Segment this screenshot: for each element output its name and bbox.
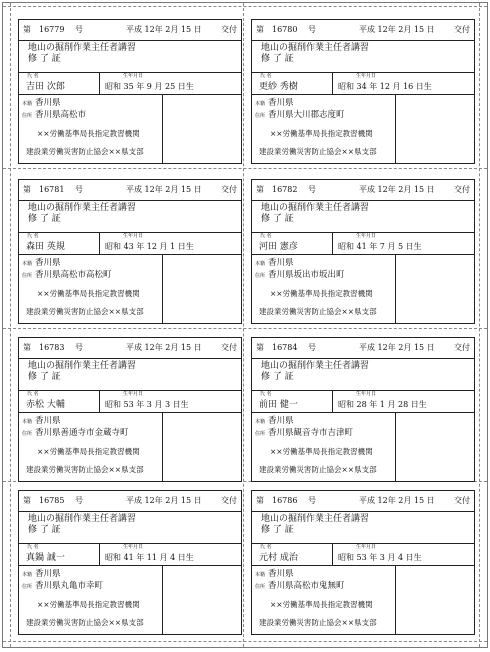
course-subtitle: 修 了 証 [28, 525, 61, 535]
certificate-card [18, 490, 242, 635]
address-label: 住所 [255, 273, 266, 279]
address-line [22, 111, 86, 120]
issue-date: 平成 12年 2月 15 日 [126, 185, 202, 194]
card-header [19, 338, 241, 359]
issuer-authority: ××労働基準局長指定教習機関 [37, 600, 140, 609]
holder-row [252, 543, 474, 566]
honseki-label: 本籍 [22, 419, 33, 425]
number-prefix: 第 [23, 343, 31, 352]
name-cell [19, 72, 100, 94]
certificate-card [251, 19, 475, 164]
birth-date: 昭和 28 年 1 月 28 日生 [338, 400, 427, 409]
card-header [19, 491, 241, 512]
number-suffix: 号 [308, 25, 316, 34]
holder-row [252, 72, 474, 95]
address-label: 住所 [22, 584, 33, 590]
holder-row [19, 543, 241, 566]
course-subtitle: 修 了 証 [261, 214, 294, 224]
name-cell [252, 543, 333, 565]
issue-suffix: 交付 [454, 496, 470, 505]
name-cell [252, 232, 333, 254]
honseki-line [22, 570, 61, 579]
address-line [255, 429, 353, 438]
address-value: 香川県善通寺市金蔵寺町 [35, 428, 129, 438]
address-value: 香川県高松市高松町 [35, 270, 112, 280]
honseki-label: 本籍 [255, 572, 266, 578]
name-label: 氏 名 [27, 73, 39, 79]
issue-suffix: 交付 [454, 185, 470, 194]
holder-row [19, 232, 241, 255]
honseki-value: 香川県 [268, 258, 294, 268]
course-name: 地山の掘削作業主任者講習 [28, 514, 137, 524]
birth-date: 昭和 43 年 12 月 1 日生 [105, 242, 194, 251]
issue-date: 平成 12年 2月 15 日 [359, 185, 435, 194]
address-line [255, 271, 345, 280]
issuer-association: 建設業労働災害防止協会××県支部 [26, 147, 144, 156]
issue-date: 平成 12年 2月 15 日 [126, 343, 202, 352]
honseki-value: 香川県 [35, 569, 61, 579]
address-label: 住所 [22, 431, 33, 437]
certificate-card [251, 490, 475, 635]
address-value: 香川県丸亀市幸町 [35, 581, 104, 591]
address-value: 香川県高松市鬼無町 [268, 581, 345, 591]
birth-date: 昭和 41 年 11 月 4 日生 [105, 553, 194, 562]
number-prefix: 第 [256, 185, 264, 194]
honseki-label: 本籍 [22, 261, 33, 267]
course-title [252, 511, 474, 544]
birth-label: 生年月日 [356, 544, 377, 550]
honseki-value: 香川県 [35, 416, 61, 426]
holder-name: 森田 英規 [26, 242, 65, 252]
holder-row [19, 390, 241, 413]
issue-suffix: 交付 [221, 496, 237, 505]
course-subtitle: 修 了 証 [28, 214, 61, 224]
name-cell [19, 543, 100, 565]
honseki-line [22, 99, 61, 108]
name-cell [252, 390, 333, 412]
birth-date: 昭和 41 年 7 月 5 日生 [338, 242, 422, 251]
course-name: 地山の掘削作業主任者講習 [28, 361, 137, 371]
issuer-association: 建設業労働災害防止協会××県支部 [259, 465, 377, 474]
issuer-association: 建設業労働災害防止協会××県支部 [259, 618, 377, 627]
certificate-number: 16783 [39, 343, 65, 352]
certificate-card [18, 337, 242, 482]
issue-suffix: 交付 [454, 25, 470, 34]
issuer-authority: ××労働基準局長指定教習機関 [270, 600, 373, 609]
holder-name: 赤松 大輔 [26, 400, 65, 410]
birth-label: 生年月日 [123, 544, 144, 550]
honseki-line [255, 570, 294, 579]
cut-guide [479, 3, 480, 647]
birth-label: 生年月日 [356, 73, 377, 79]
address-line [22, 429, 129, 438]
issue-suffix: 交付 [221, 25, 237, 34]
issuer-authority: ××労働基準局長指定教習機関 [270, 129, 373, 138]
number-suffix: 号 [75, 343, 83, 352]
certificate-number: 16780 [272, 25, 298, 34]
course-subtitle: 修 了 証 [261, 54, 294, 64]
number-suffix: 号 [75, 185, 83, 194]
honseki-label: 本籍 [255, 101, 266, 107]
issue-suffix: 交付 [454, 343, 470, 352]
number-suffix: 号 [308, 343, 316, 352]
number-prefix: 第 [256, 496, 264, 505]
birth-date: 昭和 53 年 3 月 4 日生 [338, 553, 422, 562]
honseki-line [22, 417, 61, 426]
name-cell [19, 390, 100, 412]
number-prefix: 第 [256, 343, 264, 352]
honseki-line [22, 259, 61, 268]
course-subtitle: 修 了 証 [261, 525, 294, 535]
course-title [19, 200, 241, 233]
issue-date: 平成 12年 2月 15 日 [126, 496, 202, 505]
certificate-card [251, 337, 475, 482]
honseki-label: 本籍 [22, 572, 33, 578]
address-line [255, 582, 345, 591]
issuer-association: 建設業労働災害防止協会××県支部 [26, 465, 144, 474]
issue-date: 平成 12年 2月 15 日 [126, 25, 202, 34]
certificate-number: 16784 [272, 343, 298, 352]
number-suffix: 号 [308, 185, 316, 194]
honseki-value: 香川県 [268, 98, 294, 108]
issuer-authority: ××労働基準局長指定教習機関 [270, 289, 373, 298]
honseki-line [255, 99, 294, 108]
course-title [252, 358, 474, 391]
issuer-authority: ××労働基準局長指定教習機関 [270, 447, 373, 456]
issuer-association: 建設業労働災害防止協会××県支部 [259, 147, 377, 156]
address-value: 香川県大川郡志度町 [268, 110, 345, 120]
birth-date: 昭和 53 年 3 月 3 日生 [105, 400, 189, 409]
course-title [19, 511, 241, 544]
birth-label: 生年月日 [123, 73, 144, 79]
birth-date: 昭和 34 年 12 月 16 日生 [338, 82, 432, 91]
address-value: 香川県坂出市坂出町 [268, 270, 345, 280]
holder-name: 元村 成治 [259, 553, 298, 563]
birth-date: 昭和 35 年 9 月 25 日生 [105, 82, 194, 91]
address-line [22, 582, 103, 591]
card-header [19, 20, 241, 41]
name-label: 氏 名 [27, 544, 39, 550]
course-subtitle: 修 了 証 [28, 372, 61, 382]
certificate-number: 16785 [39, 496, 65, 505]
cut-guide [3, 328, 487, 329]
course-name: 地山の掘削作業主任者講習 [261, 361, 370, 371]
number-prefix: 第 [23, 25, 31, 34]
honseki-value: 香川県 [35, 98, 61, 108]
course-title [19, 358, 241, 391]
issuer-association: 建設業労働災害防止協会××県支部 [26, 618, 144, 627]
address-line [255, 111, 345, 120]
issuer-association: 建設業労働災害防止協会××県支部 [26, 307, 144, 316]
holder-row [19, 72, 241, 95]
name-label: 氏 名 [260, 544, 272, 550]
certificate-number: 16779 [39, 25, 65, 34]
birth-label: 生年月日 [356, 391, 377, 397]
course-title [252, 200, 474, 233]
course-subtitle: 修 了 証 [28, 54, 61, 64]
course-name: 地山の掘削作業主任者講習 [261, 43, 370, 53]
course-name: 地山の掘削作業主任者講習 [261, 203, 370, 213]
issue-suffix: 交付 [221, 185, 237, 194]
issue-suffix: 交付 [221, 343, 237, 352]
number-suffix: 号 [75, 25, 83, 34]
photo-box [162, 94, 243, 163]
issue-date: 平成 12年 2月 15 日 [359, 343, 435, 352]
photo-box [395, 94, 476, 163]
address-label: 住所 [22, 273, 33, 279]
photo-box [162, 565, 243, 634]
certificate-number: 16781 [39, 185, 65, 194]
honseki-line [255, 417, 294, 426]
number-prefix: 第 [256, 25, 264, 34]
certificate-card [18, 179, 242, 324]
number-prefix: 第 [23, 496, 31, 505]
cut-guide [3, 641, 487, 642]
honseki-line [255, 259, 294, 268]
course-name: 地山の掘削作業主任者講習 [261, 514, 370, 524]
name-label: 氏 名 [260, 73, 272, 79]
name-cell [252, 72, 333, 94]
issue-date: 平成 12年 2月 15 日 [359, 496, 435, 505]
photo-box [395, 412, 476, 481]
cut-guide [3, 168, 487, 169]
holder-name: 河田 憲彦 [259, 242, 298, 252]
issuer-authority: ××労働基準局長指定教習機関 [37, 447, 140, 456]
certificate-card [18, 19, 242, 164]
name-label: 氏 名 [260, 233, 272, 239]
honseki-value: 香川県 [268, 569, 294, 579]
address-label: 住所 [255, 113, 266, 119]
birth-label: 生年月日 [123, 391, 144, 397]
honseki-label: 本籍 [255, 419, 266, 425]
issuer-association: 建設業労働災害防止協会××県支部 [259, 307, 377, 316]
photo-box [395, 565, 476, 634]
cut-guide [10, 3, 11, 647]
card-header [252, 338, 474, 359]
holder-name: 吉田 次郎 [26, 82, 65, 92]
issue-date: 平成 12年 2月 15 日 [359, 25, 435, 34]
holder-name: 前田 健一 [259, 400, 298, 410]
address-line [22, 271, 112, 280]
name-label: 氏 名 [27, 391, 39, 397]
name-label: 氏 名 [260, 391, 272, 397]
address-label: 住所 [255, 431, 266, 437]
card-header [252, 20, 474, 41]
photo-box [395, 254, 476, 323]
course-subtitle: 修 了 証 [261, 372, 294, 382]
issuer-authority: ××労働基準局長指定教習機関 [37, 289, 140, 298]
number-suffix: 号 [75, 496, 83, 505]
honseki-value: 香川県 [35, 258, 61, 268]
photo-box [162, 254, 243, 323]
certificate-sheet [2, 2, 488, 648]
address-label: 住所 [255, 584, 266, 590]
card-header [252, 491, 474, 512]
honseki-label: 本籍 [255, 261, 266, 267]
address-value: 香川県観音寺市吉津町 [268, 428, 354, 438]
certificate-number: 16782 [272, 185, 298, 194]
address-value: 香川県高松市 [35, 110, 87, 120]
holder-row [252, 232, 474, 255]
holder-name: 更紗 秀樹 [259, 82, 298, 92]
cut-guide [3, 6, 487, 7]
certificate-card [251, 179, 475, 324]
course-name: 地山の掘削作業主任者講習 [28, 203, 137, 213]
course-name: 地山の掘削作業主任者講習 [28, 43, 137, 53]
birth-label: 生年月日 [356, 233, 377, 239]
honseki-value: 香川県 [268, 416, 294, 426]
holder-row [252, 390, 474, 413]
holder-name: 真鍋 誠一 [26, 553, 65, 563]
card-header [19, 180, 241, 201]
name-cell [19, 232, 100, 254]
address-label: 住所 [22, 113, 33, 119]
course-title [252, 40, 474, 73]
course-title [19, 40, 241, 73]
number-prefix: 第 [23, 185, 31, 194]
name-label: 氏 名 [27, 233, 39, 239]
cut-guide [243, 3, 244, 647]
number-suffix: 号 [308, 496, 316, 505]
card-header [252, 180, 474, 201]
honseki-label: 本籍 [22, 101, 33, 107]
certificate-number: 16786 [272, 496, 298, 505]
birth-label: 生年月日 [123, 233, 144, 239]
issuer-authority: ××労働基準局長指定教習機関 [37, 129, 140, 138]
photo-box [162, 412, 243, 481]
